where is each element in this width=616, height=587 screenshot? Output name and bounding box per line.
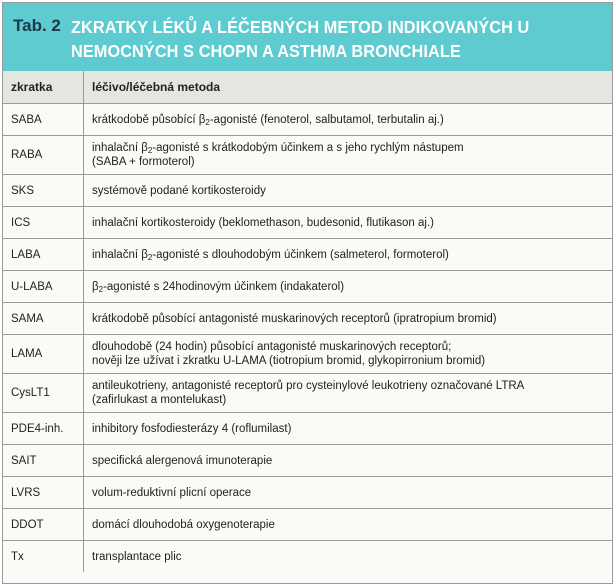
table-frame (2, 2, 613, 584)
table-row (3, 303, 612, 335)
subscript: 2 (98, 284, 104, 294)
table-row (3, 335, 612, 374)
table-row (3, 374, 612, 413)
description-text: inhalační β (92, 142, 148, 154)
description-cell (84, 335, 613, 374)
subscript: 2 (147, 146, 153, 155)
abbr-cell: U-LABA (3, 271, 84, 303)
description-text: β (92, 280, 99, 293)
table-row (3, 509, 612, 541)
abbr-cell: DDOT (3, 509, 84, 541)
description-text: inhalační β (92, 248, 148, 261)
description-cell (84, 271, 613, 303)
description-cell: krátkodobě působící antagonisté muskarinových receptorů (ipratropium bromid) (84, 303, 613, 335)
abbr-cell: CysLT1 (3, 374, 84, 413)
table-title: ZKRATKY LÉKŮ A LÉČEBNÝCH METOD INDIKOVANÝCH U NEMOCNÝCH S CHOPN A ASTHMA BRONCHIALE (71, 17, 530, 61)
description-cell: inhibitory fosfodiesterázy 4 (roflumilast) (84, 413, 613, 445)
column-header-abbr: zkratka (3, 71, 84, 104)
subscript: 2 (147, 252, 153, 262)
table-row (3, 175, 612, 207)
description-text: -agonisté (fenoterol, salbutamol, terbutalin aj.) (209, 113, 444, 126)
table-row (3, 104, 612, 136)
table-row (3, 541, 612, 573)
abbr-cell: LAMA (3, 335, 84, 374)
column-header-drug: léčivo/léčebná metoda (84, 71, 613, 104)
abbr-cell: ICS (3, 207, 84, 239)
description-cell: volum-reduktivní plicní operace (84, 477, 613, 509)
abbreviations-table (3, 71, 612, 572)
table-row (3, 136, 612, 175)
table-row (3, 477, 612, 509)
description-cell (84, 239, 613, 271)
description-text: -agonisté s dlouhodobým účinkem (salmeterol, formoterol) (152, 248, 449, 261)
description-text: dlouhodobě (24 hodin) působící antagonisté muskarinových receptorů; (92, 341, 452, 353)
abbr-cell: SABA (3, 104, 84, 136)
abbr-cell: LABA (3, 239, 84, 271)
abbr-cell: Tx (3, 541, 84, 573)
subscript: 2 (205, 117, 210, 127)
description-cell: specifická alergenová imunoterapie (84, 445, 613, 477)
table-row (3, 445, 612, 477)
description-text: (SABA + formoterol) (92, 156, 195, 168)
description-text: antileukotrieny, antagonisté receptorů pro cysteinylové leukotrieny označované LTRA (92, 380, 525, 392)
title-bar (3, 3, 612, 71)
description-cell: domácí dlouhodobá oxygenoterapie (84, 509, 613, 541)
table-number: Tab. 2 (13, 16, 61, 35)
description-text: (zafirlukast a montelukast) (92, 394, 227, 406)
abbr-cell: LVRS (3, 477, 84, 509)
table-row (3, 207, 612, 239)
abbr-cell: SAMA (3, 303, 84, 335)
table-row (3, 271, 612, 303)
abbr-cell: SKS (3, 175, 84, 207)
description-text: -agonisté s krátkodobým účinkem a s jeho rychlým nástupem (152, 142, 464, 154)
description-cell (84, 374, 613, 413)
description-cell: systémově podané kortikosteroidy (84, 175, 613, 207)
abbr-cell: RABA (3, 136, 84, 175)
table-row (3, 413, 612, 445)
description-text: -agonisté s 24hodinovým účinkem (indakaterol) (103, 280, 345, 293)
description-cell (84, 136, 613, 175)
description-cell (84, 104, 613, 136)
description-text: nověji lze užívat i zkratku U-LAMA (tiotropium bromid, glykopirronium bromid) (92, 355, 486, 367)
description-text: krátkodobě působící β (92, 113, 206, 126)
abbr-cell: PDE4-inh. (3, 413, 84, 445)
table-row (3, 239, 612, 271)
description-cell: transplantace plic (84, 541, 613, 573)
description-cell: inhalační kortikosteroidy (beklomethason, budesonid, flutikason aj.) (84, 207, 613, 239)
header-row (3, 71, 612, 104)
abbr-cell: SAIT (3, 445, 84, 477)
